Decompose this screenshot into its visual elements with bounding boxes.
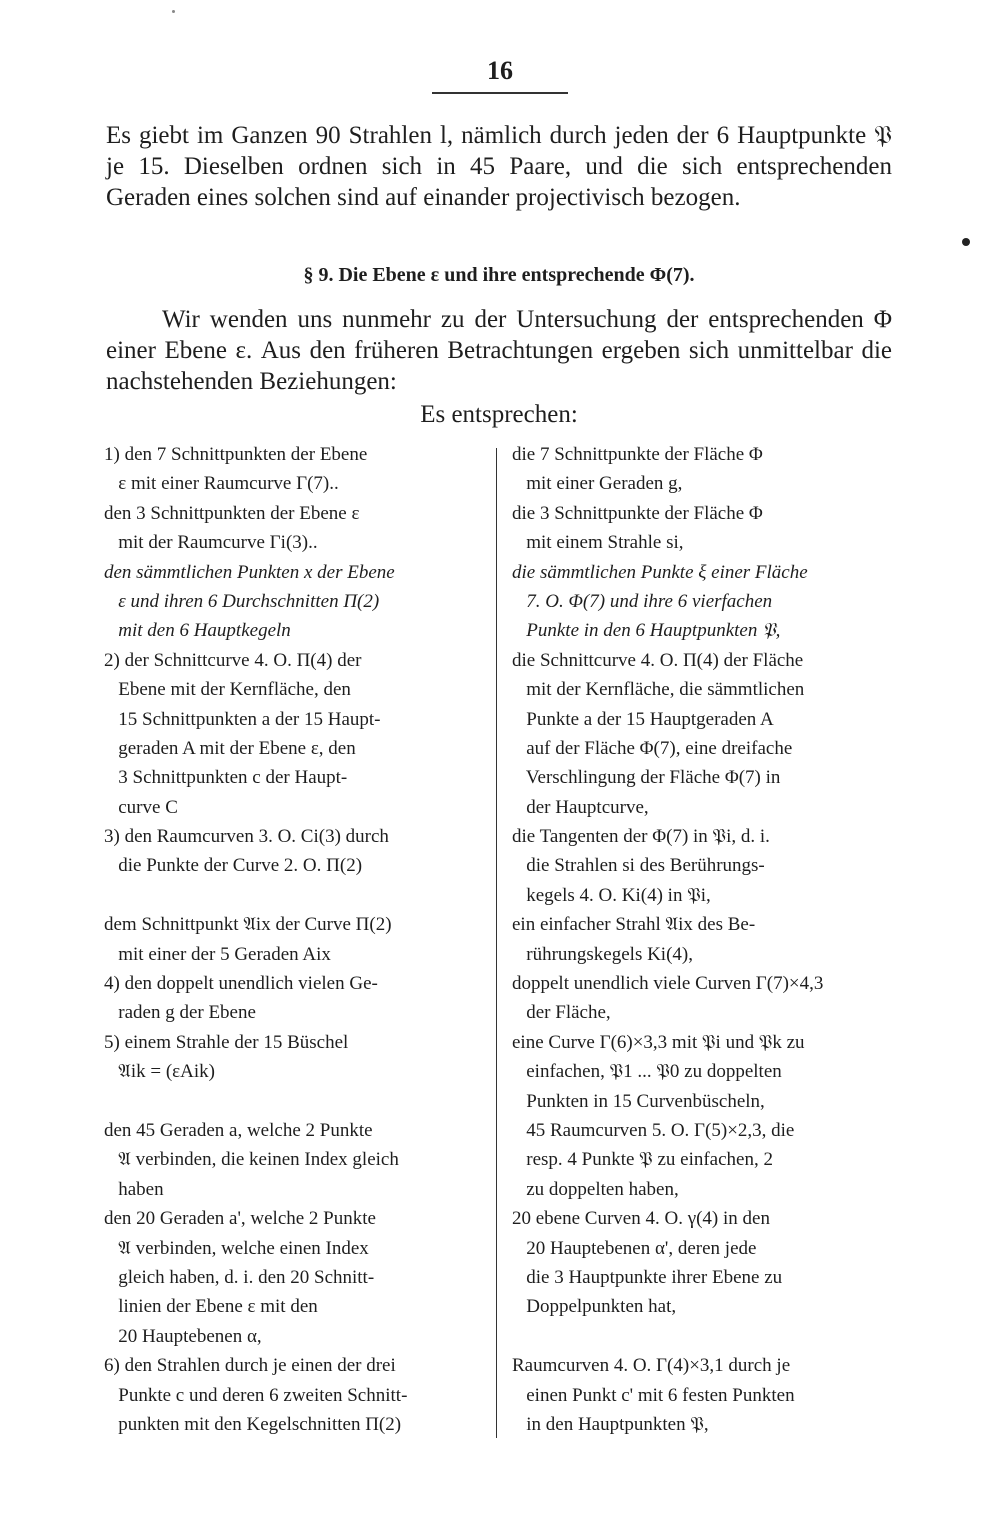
left-line: 𝔄ik = (εAik) <box>104 1061 215 1083</box>
left-line: ε und ihren 6 Durchschnitten Π(2) <box>104 590 380 612</box>
left-line: 2) der Schnittcurve 4. O. Π(4) der <box>104 649 362 671</box>
left-line: mit den 6 Hauptkegeln <box>104 620 291 642</box>
left-line: 3 Schnittpunkten c der Haupt- <box>104 767 348 789</box>
margin-dot <box>962 238 970 246</box>
left-line: den 3 Schnittpunkten der Ebene ε <box>104 502 360 524</box>
left-line: haben <box>104 1178 164 1200</box>
left-line: 6) den Strahlen durch je einen der drei <box>104 1355 396 1377</box>
left-column <box>104 440 482 1439</box>
left-line: gleich haben, d. i. den 20 Schnitt- <box>104 1266 375 1288</box>
right-line: 20 ebene Curven 4. O. γ(4) in den <box>512 1208 770 1230</box>
left-line <box>104 881 482 910</box>
right-line: 45 Raumcurven 5. O. Γ(5)×2,3, die <box>512 1119 795 1141</box>
left-line: 𝔄 verbinden, welche einen Index <box>104 1237 369 1259</box>
left-line: die Punkte der Curve 2. O. Π(2) <box>104 855 363 877</box>
right-line: die Tangenten der Φ(7) in 𝔓i, d. i. <box>512 826 770 848</box>
right-line: resp. 4 Punkte 𝔓 zu einfachen, 2 <box>512 1149 773 1171</box>
left-line: den 20 Geraden a', welche 2 Punkte <box>104 1208 376 1230</box>
right-line: eine Curve Γ(6)×3,3 mit 𝔓i und 𝔓k zu <box>512 1031 805 1053</box>
right-line: 20 Hauptebenen α', deren jede <box>512 1237 757 1259</box>
left-line: ε mit einer Raumcurve Γ(7).. <box>104 473 339 495</box>
speck-mark <box>172 10 175 13</box>
left-line: 20 Hauptebenen α, <box>104 1325 262 1347</box>
right-line: zu doppelten haben, <box>512 1178 679 1200</box>
right-line: doppelt unendlich viele Curven Γ(7)×4,3 <box>512 973 824 995</box>
right-line: in den Hauptpunkten 𝔓, <box>512 1413 709 1435</box>
right-line: die 3 Schnittpunkte der Fläche Φ <box>512 502 763 524</box>
right-line <box>512 1322 892 1351</box>
right-line: Punkte a der 15 Hauptgeraden A <box>512 708 774 730</box>
left-line: punkten mit den Kegelschnitten Π(2) <box>104 1413 402 1435</box>
header-rule <box>432 92 568 94</box>
es-entsprechen-line: Es entsprechen: <box>420 401 578 428</box>
right-line: Verschlingung der Fläche Φ(7) in <box>512 767 781 789</box>
right-line: die sämmtlichen Punkte ξ einer Fläche <box>512 561 808 583</box>
section-heading: § 9. Die Ebene ε und ihre entsprechende Φ(7). <box>303 264 695 286</box>
right-line: mit der Kernfläche, die sämmtlichen <box>512 679 805 701</box>
right-column <box>512 440 892 1439</box>
left-line: 𝔄 verbinden, die keinen Index gleich <box>104 1149 399 1171</box>
right-line: rührungskegels Ki(4), <box>512 943 693 965</box>
left-line: 4) den doppelt unendlich vielen Ge- <box>104 973 378 995</box>
left-line: 3) den Raumcurven 3. O. Ci(3) durch <box>104 826 389 848</box>
left-line: Punkte c und deren 6 zweiten Schnitt- <box>104 1384 408 1406</box>
right-line: auf der Fläche Φ(7), eine dreifache <box>512 737 793 759</box>
right-line: mit einem Strahle si, <box>512 532 684 554</box>
right-line: die 7 Schnittpunkte der Fläche Φ <box>512 444 763 465</box>
left-line: dem Schnittpunkt 𝔄ix der Curve Π(2) <box>104 914 392 936</box>
left-line: mit einer der 5 Geraden Aix <box>104 943 331 965</box>
left-line: 15 Schnittpunkten a der 15 Haupt- <box>104 708 381 730</box>
right-line: die 3 Hauptpunkte ihrer Ebene zu <box>512 1266 783 1288</box>
right-line: die Strahlen si des Berührungs- <box>512 855 765 877</box>
right-line: der Hauptcurve, <box>512 796 649 818</box>
right-line: ein einfacher Strahl 𝔄ix des Be- <box>512 914 756 936</box>
opening-paragraph: Es giebt im Ganzen 90 Strahlen l, nämlich durch jeden der 6 Hauptpunkte 𝔓 je 15. Dieselben ordnen sich in 45 Paare, und die sich entsprechenden Geraden eines solchen sind auf einander projectivisch bezogen. <box>106 122 892 211</box>
left-line: den sämmtlichen Punkten x der Ebene <box>104 561 395 583</box>
left-line: den 45 Geraden a, welche 2 Punkte <box>104 1119 373 1141</box>
page-number: 16 <box>487 56 513 85</box>
left-line: raden g der Ebene <box>104 1002 256 1024</box>
right-line: Punkten in 15 Curvenbüscheln, <box>512 1090 765 1112</box>
right-line: die Schnittcurve 4. O. Π(4) der Fläche <box>512 649 804 671</box>
left-line: 5) einem Strahle der 15 Büschel <box>104 1031 349 1053</box>
left-line: geraden A mit der Ebene ε, den <box>104 737 356 759</box>
intro-paragraph: Wir wenden uns nunmehr zu der Untersuchung der entsprechenden Φ einer Ebene ε. Aus den früheren Betrachtungen ergeben sich unmittelbar die nachstehenden Beziehungen: <box>106 306 892 395</box>
right-line: 7. O. Φ(7) und ihre 6 vierfachen <box>512 590 773 612</box>
left-line: Ebene mit der Kernfläche, den <box>104 679 351 701</box>
right-line: Punkte in den 6 Hauptpunkten 𝔓, <box>512 620 781 642</box>
left-line: mit der Raumcurve Γi(3).. <box>104 532 318 554</box>
right-line: kegels 4. O. Ki(4) in 𝔓i, <box>512 884 711 906</box>
right-line: mit einer Geraden g, <box>512 473 683 495</box>
column-divider <box>496 448 497 1438</box>
right-line: Raumcurven 4. O. Γ(4)×3,1 durch je <box>512 1355 791 1377</box>
right-line: einfachen, 𝔓1 ... 𝔓0 zu doppelten <box>512 1061 782 1083</box>
left-line: linien der Ebene ε mit den <box>104 1296 318 1318</box>
right-line: Doppelpunkten hat, <box>512 1296 677 1318</box>
left-line: curve C <box>104 796 178 818</box>
left-line: 1) den 7 Schnittpunkten der Ebene <box>104 444 368 465</box>
right-line: der Fläche, <box>512 1002 611 1024</box>
left-line <box>104 1087 482 1116</box>
right-line: einen Punkt c' mit 6 festen Punkten <box>512 1384 795 1406</box>
